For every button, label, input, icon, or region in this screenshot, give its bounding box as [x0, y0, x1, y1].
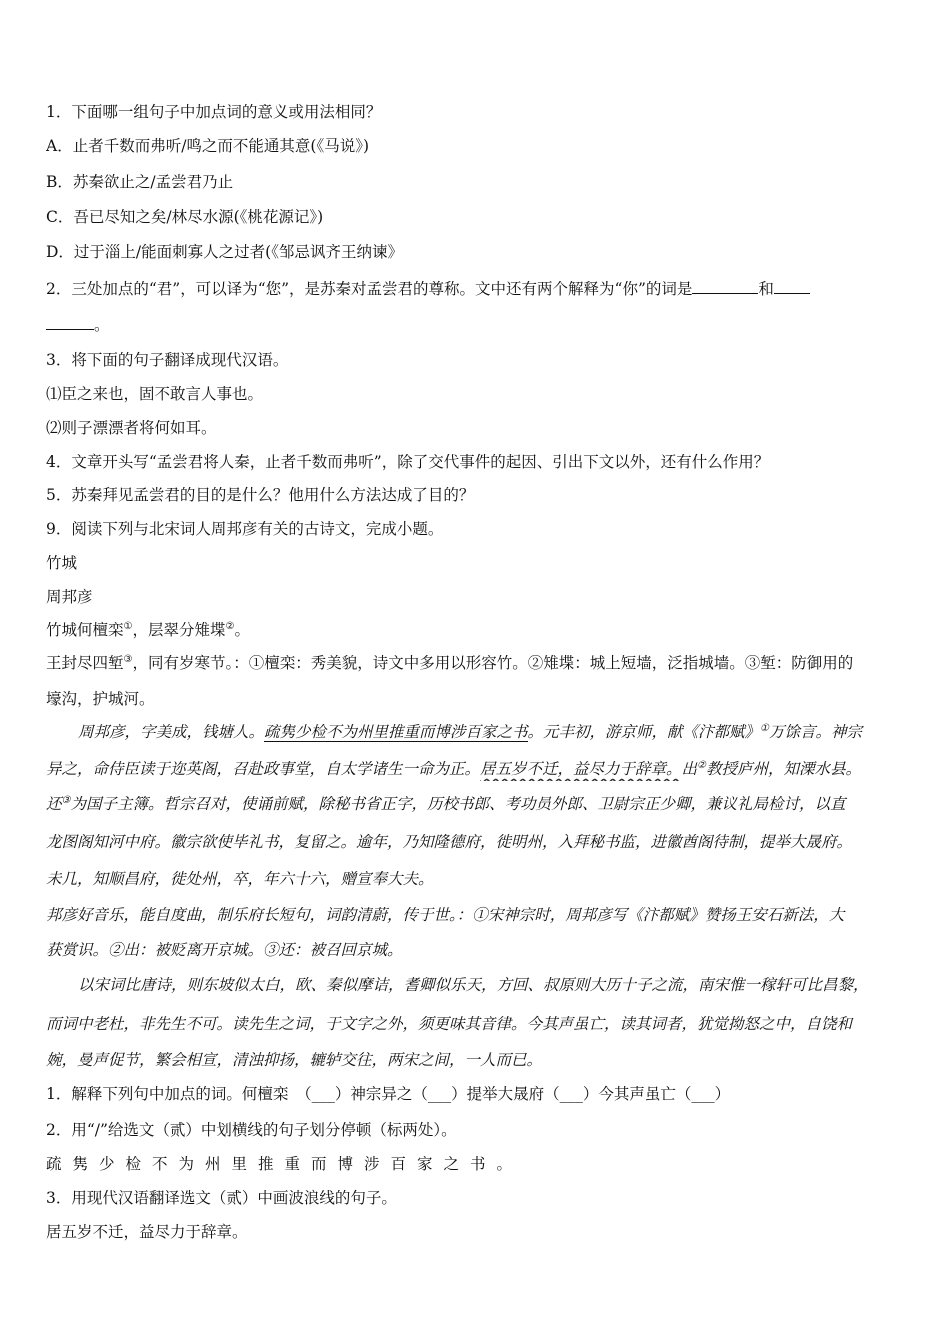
question-2 [46, 277, 908, 301]
bio-line-1-part-a: 周邦彦，字美成，钱塘人。 [78, 723, 265, 741]
wavy-underlined-sentence: 居五岁不迁，益尽力于辞章。 [480, 760, 682, 778]
review-line-1: 以宋词比唐诗，则东坡似太白，欧、秦似摩诘，耆卿似乐天，方回、叔原则大历十子之流，南宋惟一稼轩可比昌黎， [78, 976, 869, 994]
underlined-sentence: 疏隽少检不为州里推重而博涉百家之书 [264, 723, 528, 741]
question-3-item-2: ⑵则子漂漂者将何如耳。 [46, 419, 217, 437]
footnote-marker-3: ③ [123, 653, 133, 665]
question-1-option-b: B．苏秦欲止之/孟尝君乃止 [46, 173, 234, 191]
subquestion-3-sentence: 居五岁不迁，益尽力于辞章。 [46, 1223, 248, 1241]
bio-line-1 [46, 720, 908, 744]
question-3-item-1: ⑴臣之来也，固不敢言人事也。 [46, 385, 264, 403]
question-2-continued [46, 313, 908, 337]
bio-footnote-marker-3: ③ [61, 794, 71, 806]
question-9-intro: 9．阅读下列与北宋词人周邦彦有关的古诗文，完成小题。 [46, 520, 444, 538]
poem-line-2-part-b: ，同有岁寒节。：①檀栾：秀美貌，诗文中多用以形容竹。②雉堞：城上短墙，泛指城墙。③堑：防御用的 [132, 654, 854, 672]
poem-title: 竹城 [46, 554, 78, 572]
question-1-option-a: A．止者千数而弗听/鸣之而不能通其意(《马说》) [46, 137, 370, 155]
poem-line-1 [46, 618, 908, 642]
question-3: 3．将下面的句子翻译成现代汉语。 [46, 351, 289, 369]
question-2-and: 和 [758, 280, 774, 298]
subquestion-1: 1．解释下列句中加点的词。何檀栾 （___）神宗异之（___）提举大晟府（___）今其声虽亡（___） [46, 1085, 731, 1103]
bio-note-line-2: 获赏识。②出：被贬离开京城。③还：被召回京城。 [46, 941, 403, 959]
bio-line-2-part-b: 出 [681, 760, 698, 778]
poem-note-continued: 壕沟，护城河。 [46, 690, 155, 708]
bio-line-2 [46, 757, 908, 781]
bio-line-1-part-c: 万馀言。神宗 [769, 723, 863, 741]
footnote-marker-2: ② [225, 620, 235, 632]
bio-footnote-marker-1: ① [760, 722, 770, 734]
bio-line-3 [46, 792, 908, 816]
question-2-text: 2．三处加点的“君”，可以译为“您”，是苏秦对孟尝君的尊称。文中还有两个解释为“你”的词是 [46, 280, 693, 298]
subquestion-2: 2．用“/”给选文（贰）中划横线的句子划分停顿（标两处）。 [46, 1121, 457, 1139]
poem-line-1-part-a: 竹城何檀栾 [46, 621, 124, 639]
bio-line-4: 龙图阁知河中府。徽宗欲使毕礼书，复留之。逾年，乃知隆德府，徙明州，入拜秘书监，进徽酋阁待制，提举大晟府。 [46, 833, 853, 851]
bio-line-1-part-b: 。元丰初，游京师，献《汴都赋》 [527, 723, 761, 741]
bio-note-line-1: 邦彦好音乐，能自度曲，制乐府长短句，词韵清蔚，传于世。：①宋神宗时，周邦彦写《汴都赋》赞扬王安石新法，大 [46, 906, 845, 924]
review-line-2: 而词中老杜，非先生不可。读先生之词，于文字之外，须更味其音律。今其声虽亡，读其词者，犹觉拗怒之中，自饶和 [46, 1015, 853, 1033]
answer-blank-1[interactable] [692, 277, 758, 294]
question-4: 4．文章开头写“孟尝君将人秦，止者千数而弗听”，除了交代事件的起因、引出下文以外，还有什么作用？ [46, 453, 770, 471]
review-line-3: 婉，曼声促节，繁会相宣，清浊抑扬，辘轳交往，两宋之间，一人而已。 [46, 1051, 543, 1069]
question-1-option-c: C．吾已尽知之矣/林尽水源(《桃花源记》) [46, 208, 324, 226]
poem-line-1-part-c: 。 [234, 621, 250, 639]
subquestion-2-sentence: 疏隽少检不为州里推重而博涉百家之书。 [46, 1155, 524, 1173]
footnote-marker-1: ① [123, 620, 133, 632]
poem-author: 周邦彦 [46, 588, 93, 606]
subquestion-3: 3．用现代汉语翻译选文（贰）中画波浪线的句子。 [46, 1189, 397, 1207]
bio-line-2-part-c: 教授庐州，知溧水县。 [706, 760, 862, 778]
question-1-option-d: D．过于淄上/能面刺寡人之过者(《邹忌讽齐王纳谏》 [46, 243, 403, 261]
answer-blank-2b[interactable] [46, 313, 94, 330]
question-5: 5．苏秦拜见孟尝君的目的是什么？他用什么方法达成了目的？ [46, 486, 475, 504]
poem-line-1-part-b: ，层翠分雉堞 [132, 621, 226, 639]
answer-blank-2a[interactable] [774, 277, 810, 294]
question-2-end: 。 [94, 316, 110, 334]
bio-line-2-part-a: 异之，命侍臣读于迩英阁，召赴政事堂，自太学诸生一命为正。 [46, 760, 481, 778]
poem-line-2 [46, 651, 908, 675]
bio-footnote-marker-2: ② [697, 759, 707, 771]
question-1: 1．下面哪一组句子中加点词的意义或用法相同？ [46, 103, 382, 121]
poem-line-2-part-a: 王封尽四堑 [46, 654, 124, 672]
bio-line-3-part-a: 还 [46, 795, 62, 813]
bio-line-3-part-b: 为国子主簿。哲宗召对，使诵前赋，除秘书省正字，历校书郎、考功员外郎、卫尉宗正少卿，兼议礼局检讨，以直 [70, 795, 846, 813]
bio-line-5: 未几，知顺昌府，徙处州，卒，年六十六，赠宣奉大夫。 [46, 870, 434, 888]
